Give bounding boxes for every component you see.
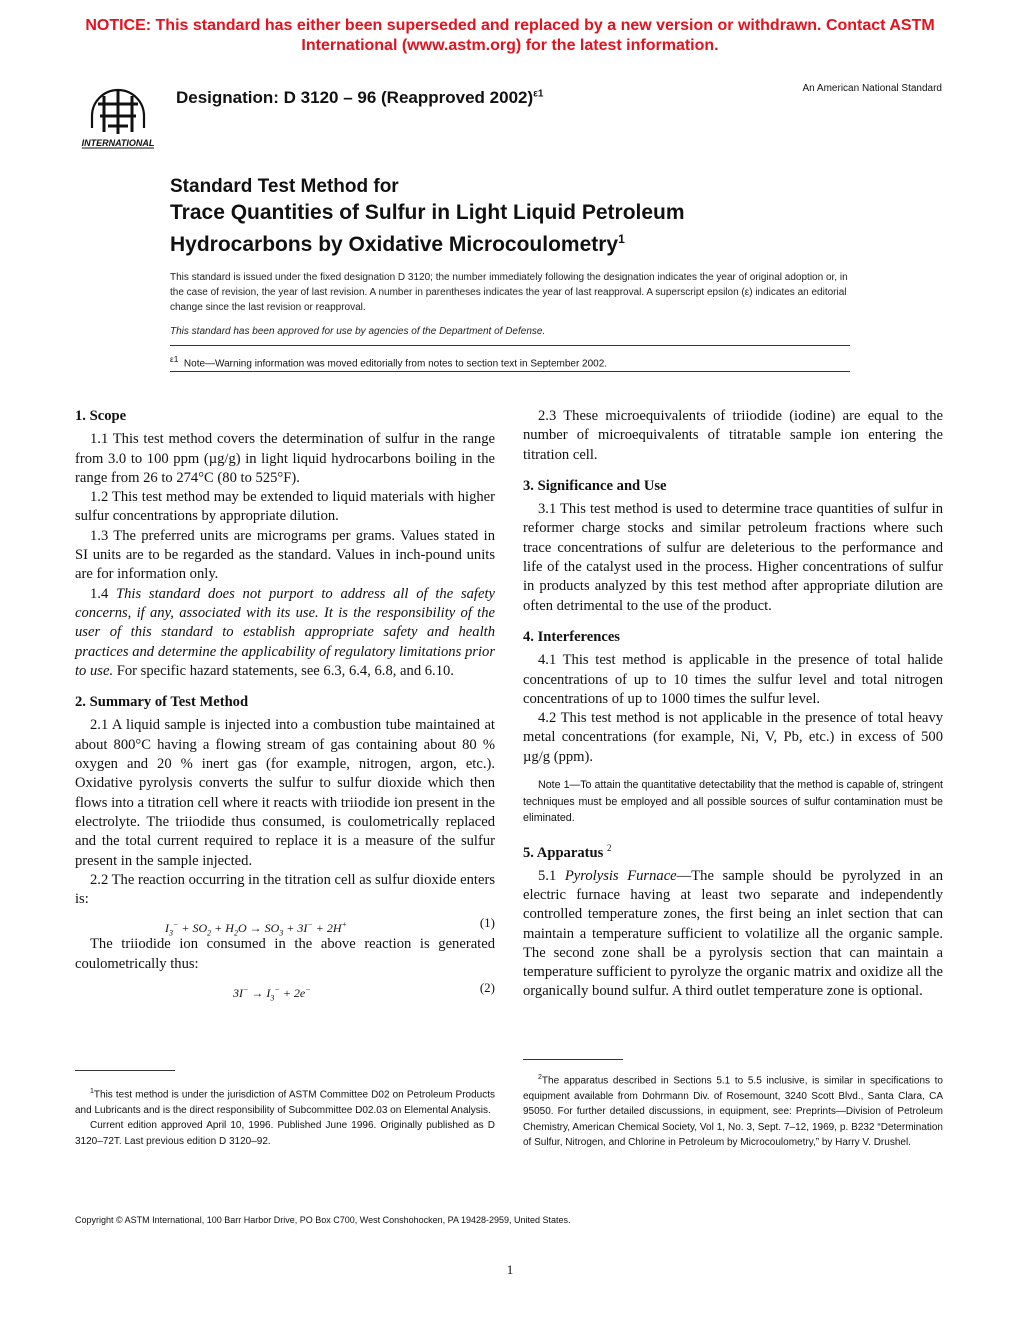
- footnote-1-marker: 1: [90, 1088, 94, 1095]
- title-line-2: Trace Quantities of Sulfur in Light Liquid Petroleum: [170, 201, 685, 224]
- section-1-heading: 1. Scope: [75, 408, 127, 424]
- standard-intro: [170, 270, 850, 339]
- epsilon-note: [170, 354, 607, 369]
- footnote-2-paragraph: [523, 1070, 943, 1151]
- page-number: 1: [506, 1262, 514, 1277]
- equation-2-expression: $3I^- \to I_3^- + 2e^-$: [233, 985, 311, 1003]
- para-1-4-tail: For specific hazard statements, see 6.3, 6.4, 6.8, and 6.10.: [113, 662, 454, 679]
- title-line-1: Standard Test Method for: [170, 176, 399, 197]
- para-1-4: [75, 585, 495, 681]
- title-line-3: [170, 226, 685, 258]
- notice-line-1: NOTICE: This standard has either been superseded and replaced by a new version or withdrawn. Contact ASTM: [85, 17, 935, 34]
- notice-line-2: International (www.astm.org) for the latest information.: [301, 37, 719, 54]
- section-5-footnote-marker: 2: [606, 842, 612, 853]
- footnote-1-jurisdiction: [75, 1084, 495, 1118]
- dod-approval: This standard has been approved for use by agencies of the Department of Defense.: [170, 326, 546, 337]
- section-3-heading: 3. Significance and Use: [523, 477, 667, 494]
- copyright-line: Copyright © ASTM International, 100 Barr Harbor Drive, PO Box C700, West Conshohocken, PA 19428-2959, United States.: [75, 1215, 571, 1225]
- footnote-2-marker: 2: [538, 1074, 542, 1081]
- footnote-1-edition: Current edition approved April 10, 1996. Published June 1996. Originally published as D 3120–72T. Last previous edition D 3120–92.: [75, 1120, 495, 1147]
- para-2-1: 2.1 A liquid sample is injected into a combustion tube maintained at about 800°C having a flowing stream of gas containing about 80 % oxygen and 20 % inert gas (for example, nitrogen, argon, etc.). Oxidative pyrolysis converts the sulfur to sulfur dioxide which then flows into a titration cell where it reacts with triiodide ion present in the electrolyte. The triiodide thus consumed, is coulometrically replaced and the total current required to replace it is a measure of the sulfur present in the sample injected.: [75, 717, 495, 869]
- document-title: [170, 175, 685, 258]
- right-column: [523, 407, 943, 1002]
- designation-text: Designation: D 3120 – 96 (Reapproved 2002): [176, 88, 534, 107]
- footnote-1-text: This test method is under the jurisdiction of ASTM Committee D02 on Petroleum Products and Lubricants and is the direct responsibility of Subcommittee D02.03 on Elemental Analysis.: [75, 1089, 495, 1116]
- para-2-2: 2.2 The reaction occurring in the titration cell as sulfur dioxide enters is:: [75, 871, 495, 908]
- equation-2-number: (2): [479, 980, 495, 996]
- equation-2: [75, 974, 495, 1003]
- para-5-1-heading: Pyrolysis Furnace: [564, 867, 677, 884]
- divider-bottom: [170, 371, 850, 372]
- american-national-standard-label: An American National Standard: [802, 83, 942, 94]
- section-5-heading: [523, 839, 943, 863]
- footnote-2-text: The apparatus described in Sections 5.1 to 5.5 inclusive, is similar in specifications to equipment available from Dohrmann Div. of Rosemount, 3240 Scott Blvd., Santa Clara, CA 95050. For further detailed discussions, in equipment, see: Preprints—Division of Petroleum Chemistry, American Chemical Society, Vol 1, No. 3, Sept. 7–12, 1969, p. B232 “Determination of Sulfur, Nitrogen, and Chlorine in Petroleum by Microcoulometry,” by Harry V. Drushel.: [523, 1075, 943, 1149]
- para-4-1: 4.1 This test method is applicable in the presence of total halide concentrations of up to 10 times the sulfur level and total nitrogen concentrations of up to 1000 times the sulfur level.: [523, 652, 943, 707]
- designation: [176, 88, 543, 108]
- para-5-1-text: —The sample should be pyrolyzed in an electric furnace having at least two separate and independently controlled temperature zones, the first being an inlet section that can maintain a temperature sufficient to volatilize all the organic sample. The second zone shall be a pyrolysis section that can maintain a temperature sufficient to pyrolyze the organic matrix and oxidize all the organically bound sulfur. A third outlet temperature zone is optional.: [523, 867, 944, 1000]
- footnote-2: [523, 1070, 943, 1151]
- equation-1: [75, 909, 495, 938]
- issued-statement: This standard is issued under the fixed designation D 3120; the number immediately following the designation indicates the year of original adoption or, in the case of revision, the year of last revision. A number in parentheses indicates the year of last reapproval. A superscript epsilon (ε) indicates an editorial change since the last revision or reapproval.: [170, 272, 848, 313]
- logo-wordmark: INTERNATIONAL: [81, 138, 155, 148]
- para-5-1-number: 5.1: [538, 867, 565, 884]
- para-5-1: [523, 867, 943, 1002]
- footnote-rule-right: [523, 1059, 623, 1060]
- para-4-2: 4.2 This test method is not applicable in the presence of total heavy metal concentrations (for example, Ni, V, Pb, etc.) in excess of 500 µg/g (ppm).: [523, 710, 943, 765]
- para-2-3: 2.3 These microequivalents of triiodide (iodine) are equal to the number of microequivalents of titratable sample ion entering the titration cell.: [523, 408, 943, 463]
- equation-1-expression: $I_3^- + SO_2 + H_2O \to SO_3 + 3I^- + 2H^+$: [165, 920, 347, 938]
- title-footnote-marker: 1: [618, 232, 625, 246]
- note-1: Note 1—To attain the quantitative detectability that the method is capable of, stringent techniques must be employed and all possible sources of sulfur contamination must be eliminated.: [523, 779, 943, 825]
- para-1-3: 1.3 The preferred units are micrograms per grams. Values stated in SI units are to be regarded as the standard. Values in inch-pound units are for information only.: [75, 527, 495, 583]
- para-3-1: 3.1 This test method is used to determine trace quantities of sulfur in reformer charge stocks and similar petroleum fractions where such trace concentrations of sulfur are deleterious to the performance and life of the catalyst used in the process. Higher concentrations of sulfur in products analyzed by this test method after appropriate dilution are often detrimental to the use of the product.: [523, 501, 943, 614]
- section-2-heading: 2. Summary of Test Method: [75, 694, 249, 711]
- divider-top: [170, 345, 850, 346]
- withdrawn-notice: [0, 16, 1020, 56]
- footnote-rule-left: [75, 1070, 175, 1071]
- footnote-1: [75, 1084, 495, 1149]
- equation-1-number: (1): [479, 915, 495, 931]
- designation-epsilon: ε1: [533, 88, 544, 100]
- astm-logo: [74, 76, 162, 150]
- para-1-1: 1.1 This test method covers the determination of sulfur in the range from 3.0 to 100 ppm (µg/g) in light liquid hydrocarbons boiling in the range from 26 to 274°C (80 to 525°F).: [75, 431, 495, 486]
- section-4-heading: 4. Interferences: [523, 628, 620, 645]
- para-1-4-safety: This standard does not purport to address all of the safety concerns, if any, associated with its use. It is the responsibility of the user of this standard to establish appropriate safety and health practices and determine the applicability of regulatory limitations prior to use.: [75, 585, 495, 679]
- epsilon-note-text: Note—Warning information was moved editorially from notes to section text in September 2002.: [183, 358, 608, 370]
- para-2-2-cont: The triiodide ion consumed in the above reaction is generated coulometrically thus:: [75, 936, 495, 972]
- para-1-4-number: 1.4: [90, 585, 117, 602]
- title-line-3-text: Hydrocarbons by Oxidative Microcoulometry: [170, 233, 619, 256]
- para-1-2: 1.2 This test method may be extended to liquid materials with higher sulfur concentrations by appropriate dilution.: [75, 489, 495, 525]
- section-5-heading-text: 5. Apparatus: [523, 844, 607, 861]
- left-column: [75, 407, 495, 1003]
- epsilon-note-marker: ε1: [170, 354, 179, 364]
